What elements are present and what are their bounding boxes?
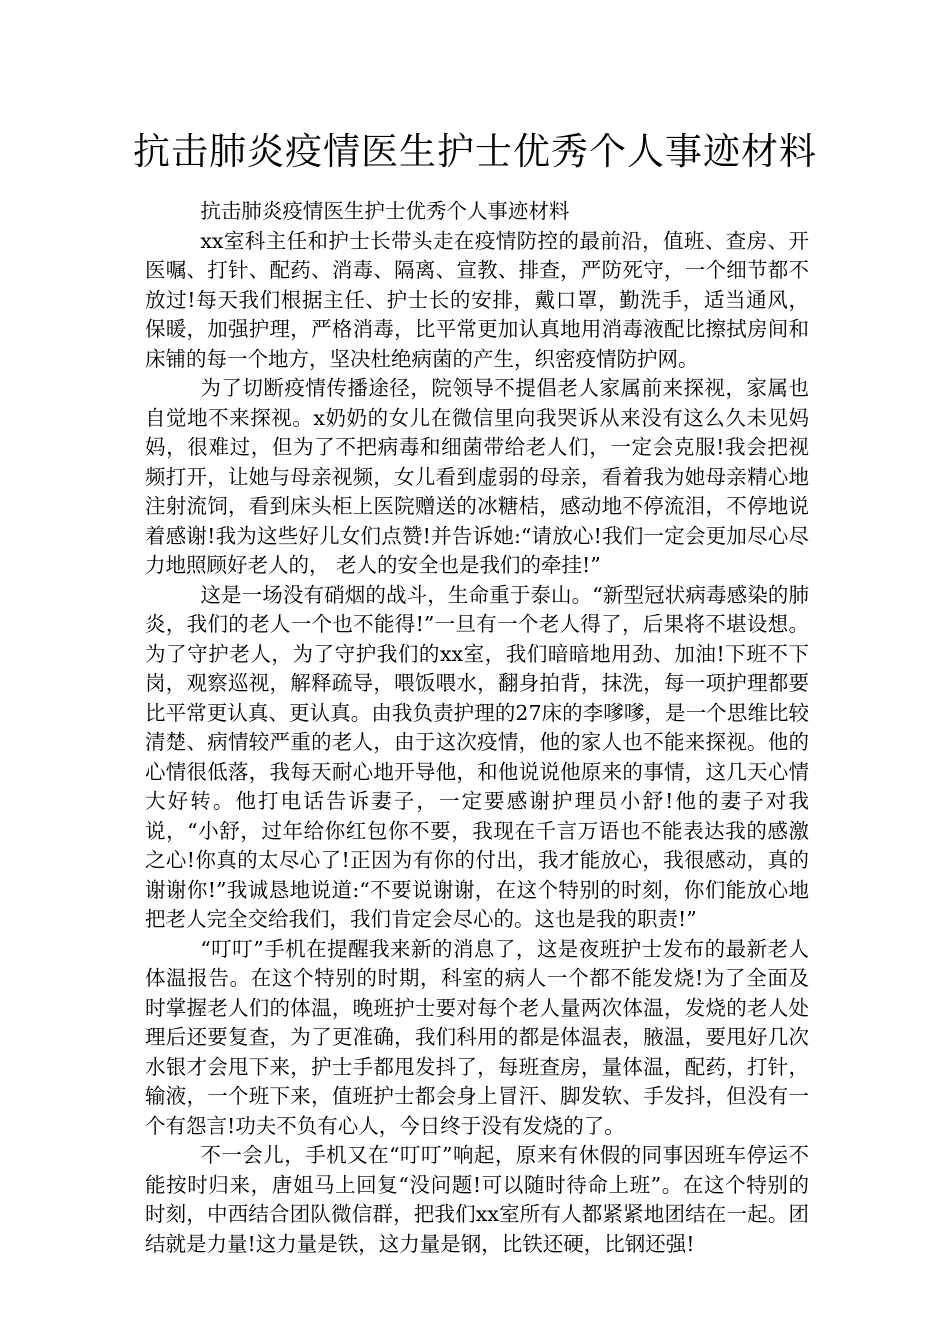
- body-paragraph: xx室科主任和护士长带头走在疫情防控的最前沿，值班、查房、开医嘱、打针、配药、消毒、隔离、宣教、排查，严防死守，一个细节都不放过!每天我们根据主任、护士长的安排，戴口罩，勤洗手，适当通风，保暖，加强护理，严格消毒，比平常更加认真地用消毒液配比擦拭房间和床铺的每一个地方，坚决杜绝病菌的产生，织密疫情防护网。: [145, 228, 809, 371]
- document-title: 抗击肺炎疫情医生护士优秀个人事迹材料: [133, 130, 817, 173]
- body-paragraph: 为了切断疫情传播途径，院领导不提倡老人家属前来探视，家属也自觉地不来探视。x奶奶的女儿在微信里向我哭诉从来没有这么久未见妈妈，很难过，但为了不把病毒和细菌带给老人们，一定会克服!我会把视频打开，让她与母亲视频，女儿看到虚弱的母亲，看着我为她母亲精心地注射流饲，看到床头柜上医院赠送的冰糖桔，感动地不停流泪，不停地说着感谢!我为这些好儿女们点赞!并告诉她:“请放心!我们一定会更加尽心尽力地照顾好老人的， 老人的安全也是我们的牵挂!”: [145, 376, 809, 577]
- body-paragraph: “叮叮”手机在提醒我来新的消息了，这是夜班护士发布的最新老人体温报告。在这个特别的时期，科室的病人一个都不能发烧!为了全面及时掌握老人们的体温，晚班护士要对每个老人量两次体温，发烧的老人处理后还要复查，为了更准确，我们科用的都是体温表，腋温，要甩好几次水银才会甩下来，护士手都甩发抖了，每班查房，量体温，配药，打针，输液，一个班下来，值班护士都会身上冒汗、脚发软、手发抖，但没有一个有怨言!功夫不负有心人，今日终于没有发烧的了。: [145, 936, 809, 1138]
- body-paragraph: 这是一场没有硝烟的战斗，生命重于泰山。“新型冠状病毒感染的肺炎，我们的老人一个也不能得!”一旦有一个老人得了，后果将不堪设想。为了守护老人，为了守护我们的xx室，我们暗暗地用劲、加油!下班不下岗，观察巡视，解释疏导，喂饭喂水，翻身拍背，抹洗，每一项护理都要比平常更认真、更认真。由我负责护理的27床的李嗲嗲，是一个思维比较清楚、病情较严重的老人，由于这次疫情，他的家人也不能来探视。他的心情很低落，我每天耐心地开导他，和他说说他原来的事情，这几天心情大好转。他打电话告诉妻子，一定要感谢护理员小舒!他的妻子对我说，“小舒，过年给你红包你不要，我现在千言万语也不能表达我的感激之心!你真的太尽心了!正因为有你的付出，我才能放心，我很感动，真的谢谢你!”我诚恳地说道:“不要说谢谢，在这个特别的时刻，你们能放心地把老人完全交给我们，我们肯定会尽心的。这也是我的职责!”: [145, 582, 809, 931]
- body-paragraph: 不一会儿，手机又在“叮叮”响起，原来有休假的同事因班车停运不能按时归来，唐姐马上回复“没问题!可以随时待命上班”。在这个特别的时刻，中西结合团队微信群，把我们xx室所有人都紧紧地团结在一起。团结就是力量!这力量是铁，这力量是钢，比铁还硬，比钢还强!: [145, 1143, 809, 1256]
- body-paragraph-subtitle: 抗击肺炎疫情医生护士优秀个人事迹材料: [200, 199, 570, 223]
- document-body: [145, 197, 809, 1259]
